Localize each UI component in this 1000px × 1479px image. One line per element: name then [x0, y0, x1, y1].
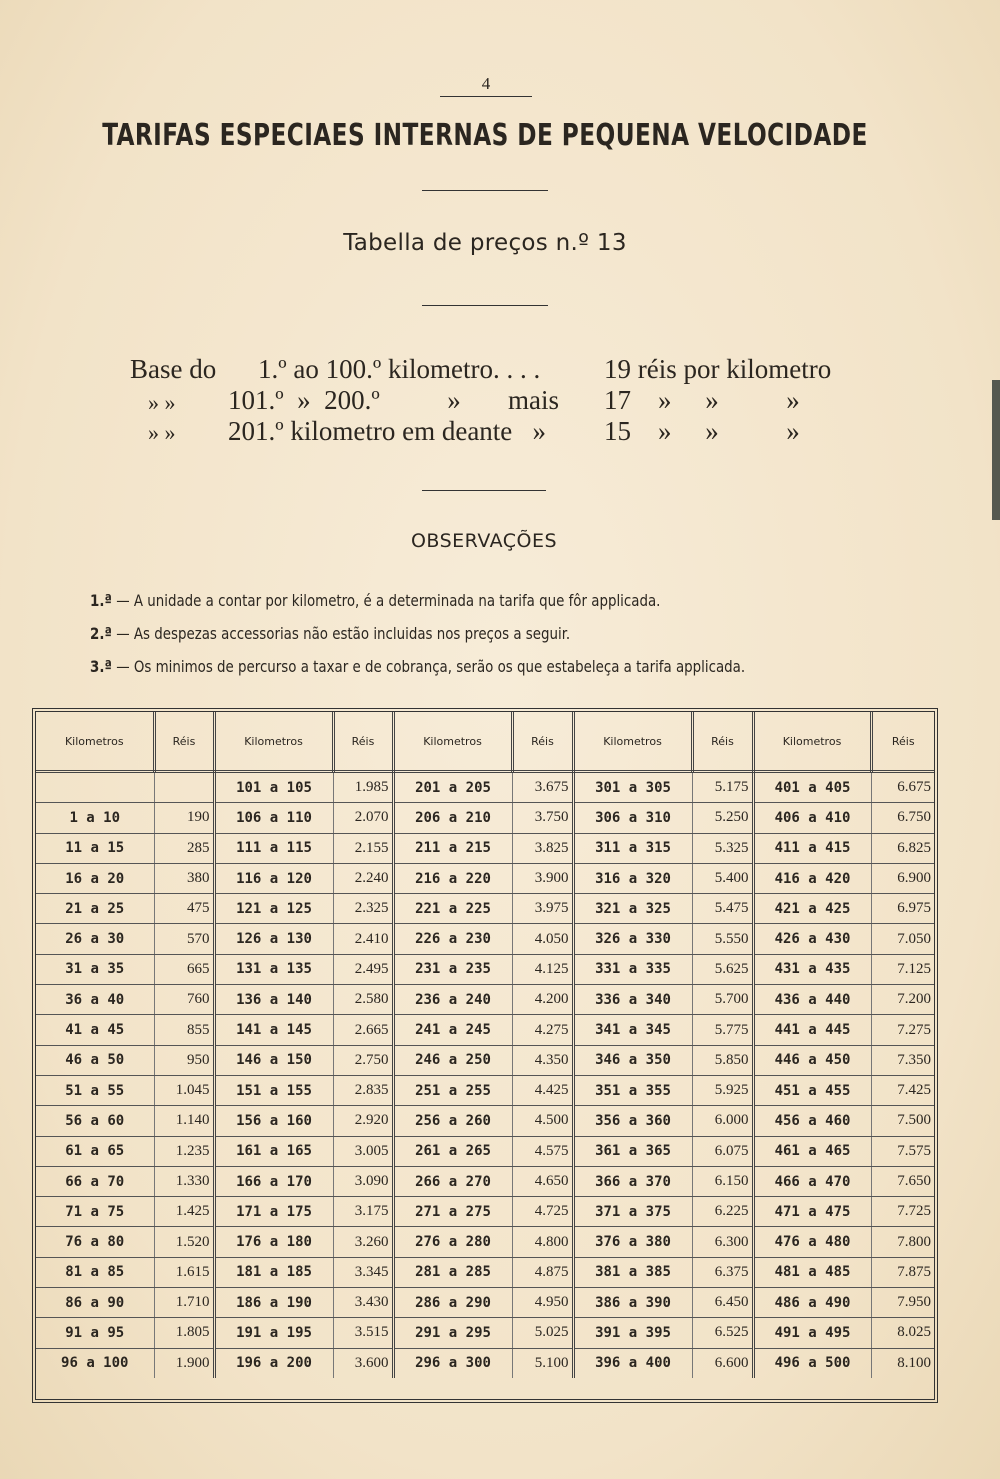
km-range-cell: 196 a 200 [214, 1348, 333, 1378]
price-cell: 2.070 [333, 803, 393, 833]
table-row [36, 772, 934, 803]
km-range-cell: 321 a 325 [573, 894, 692, 924]
base-line-3-b: 201.º kilometro em deante » [228, 416, 547, 446]
km-range-cell: 406 a 410 [753, 803, 871, 833]
price-cell: 1.425 [154, 1197, 214, 1227]
price-cell: 3.345 [333, 1257, 393, 1287]
price-cell: 5.775 [692, 1015, 753, 1045]
price-cell: 285 [154, 833, 214, 863]
km-range-cell: 186 a 190 [214, 1288, 333, 1318]
price-cell: 7.875 [871, 1257, 934, 1287]
header-reis: Réis [871, 712, 934, 772]
price-cell: 6.150 [692, 1166, 753, 1196]
km-range-cell: 91 a 95 [36, 1318, 154, 1348]
km-range-cell: 236 a 240 [393, 985, 512, 1015]
km-range-cell: 206 a 210 [393, 803, 512, 833]
km-range-cell: 491 a 495 [753, 1318, 871, 1348]
km-range-cell: 416 a 420 [753, 863, 871, 893]
price-cell: 5.550 [692, 924, 753, 954]
km-range-cell: 296 a 300 [393, 1348, 512, 1378]
km-range-cell: 451 a 455 [753, 1075, 871, 1105]
table-row [36, 1257, 934, 1287]
price-cell: 4.950 [512, 1288, 573, 1318]
km-range-cell: 436 a 440 [753, 985, 871, 1015]
price-cell: 1.140 [154, 1106, 214, 1136]
price-cell: 6.000 [692, 1106, 753, 1136]
km-range-cell: 396 a 400 [573, 1348, 692, 1378]
km-range-cell: 116 a 120 [214, 863, 333, 893]
km-range-cell: 471 a 475 [753, 1197, 871, 1227]
km-range-cell: 341 a 345 [573, 1015, 692, 1045]
base-line-1-b: 1.º ao 100.º kilometro. . . . [258, 354, 541, 384]
km-range-cell: 126 a 130 [214, 924, 333, 954]
price-cell: 8.025 [871, 1318, 934, 1348]
km-range-cell: 121 a 125 [214, 894, 333, 924]
price-cell: 475 [154, 894, 214, 924]
price-cell: 3.600 [333, 1348, 393, 1378]
price-cell: 5.700 [692, 985, 753, 1015]
table-row [36, 1318, 934, 1348]
price-cell: 7.125 [871, 954, 934, 984]
km-range-cell: 61 a 65 [36, 1136, 154, 1166]
price-cell: 4.725 [512, 1197, 573, 1227]
divider [422, 190, 548, 191]
price-cell: 2.580 [333, 985, 393, 1015]
km-range-cell: 106 a 110 [214, 803, 333, 833]
price-cell: 3.675 [512, 772, 573, 803]
price-cell: 7.650 [871, 1166, 934, 1196]
price-cell: 950 [154, 1045, 214, 1075]
price-cell: 665 [154, 954, 214, 984]
header-reis: Réis [154, 712, 214, 772]
price-cell: 3.005 [333, 1136, 393, 1166]
km-range-cell: 241 a 245 [393, 1015, 512, 1045]
km-range-cell: 311 a 315 [573, 833, 692, 863]
km-range-cell: 301 a 305 [573, 772, 692, 803]
km-range-cell: 131 a 135 [214, 954, 333, 984]
price-cell: 5.175 [692, 772, 753, 803]
price-cell: 5.850 [692, 1045, 753, 1075]
base-line-3-a: » » [148, 420, 176, 445]
km-range-cell: 271 a 275 [393, 1197, 512, 1227]
km-range-cell: 326 a 330 [573, 924, 692, 954]
price-cell: 4.425 [512, 1075, 573, 1105]
price-cell: 7.725 [871, 1197, 934, 1227]
header-reis: Réis [333, 712, 393, 772]
header-kilometros: Kilometros [573, 712, 692, 772]
km-range-cell: 246 a 250 [393, 1045, 512, 1075]
price-cell: 3.750 [512, 803, 573, 833]
price-cell: 5.400 [692, 863, 753, 893]
km-range-cell: 391 a 395 [573, 1318, 692, 1348]
km-range-cell: 96 a 100 [36, 1348, 154, 1378]
km-range-cell: 441 a 445 [753, 1015, 871, 1045]
price-cell: 4.125 [512, 954, 573, 984]
km-range-cell: 216 a 220 [393, 863, 512, 893]
price-cell: 6.075 [692, 1136, 753, 1166]
price-cell: 2.750 [333, 1045, 393, 1075]
km-range-cell: 366 a 370 [573, 1166, 692, 1196]
km-range-cell: 46 a 50 [36, 1045, 154, 1075]
price-cell: 7.800 [871, 1227, 934, 1257]
km-range-cell: 146 a 150 [214, 1045, 333, 1075]
km-range-cell: 486 a 490 [753, 1288, 871, 1318]
km-range-cell: 291 a 295 [393, 1318, 512, 1348]
km-range-cell: 371 a 375 [573, 1197, 692, 1227]
km-range-cell: 431 a 435 [753, 954, 871, 984]
table-row [36, 1106, 934, 1136]
table-row [36, 924, 934, 954]
km-range-cell: 181 a 185 [214, 1257, 333, 1287]
km-range-cell: 86 a 90 [36, 1288, 154, 1318]
price-cell: 7.950 [871, 1288, 934, 1318]
price-cell: 760 [154, 985, 214, 1015]
price-cell: 3.430 [333, 1288, 393, 1318]
price-cell: 5.100 [512, 1348, 573, 1378]
price-cell: 1.710 [154, 1288, 214, 1318]
price-cell: 4.575 [512, 1136, 573, 1166]
table-row [36, 1197, 934, 1227]
km-range-cell: 26 a 30 [36, 924, 154, 954]
km-range-cell: 356 a 360 [573, 1106, 692, 1136]
price-cell: 8.100 [897, 1354, 931, 1371]
price-cell [154, 772, 214, 803]
table-row [36, 1045, 934, 1075]
price-cell: 7.425 [871, 1075, 934, 1105]
table-row [36, 833, 934, 863]
observations-title: OBSERVAÇÕES [410, 530, 558, 552]
price-cell: 6.750 [871, 803, 934, 833]
price-cell: 5.025 [512, 1318, 573, 1348]
base-line-2-b: 101.º » 200.º » mais [228, 385, 559, 415]
price-cell: 1.900 [154, 1348, 214, 1378]
km-range-cell: 201 a 205 [393, 772, 512, 803]
table-row [36, 1136, 934, 1166]
header-kilometros: Kilometros [214, 712, 333, 772]
header-kilometros: Kilometros [36, 712, 154, 772]
km-range-cell: 466 a 470 [753, 1166, 871, 1196]
price-cell: 6.300 [692, 1227, 753, 1257]
km-range-cell: 261 a 265 [393, 1136, 512, 1166]
base-line-2-a: » » [148, 390, 176, 415]
price-cell: 2.665 [333, 1015, 393, 1045]
km-range-cell: 361 a 365 [573, 1136, 692, 1166]
price-cell: 3.090 [333, 1166, 393, 1196]
header-kilometros: Kilometros [753, 712, 871, 772]
price-cell: 2.155 [333, 833, 393, 863]
price-cell: 4.200 [512, 985, 573, 1015]
price-cell: 1.330 [154, 1166, 214, 1196]
km-range-cell: 81 a 85 [36, 1257, 154, 1287]
observation-3: 3.ª — Os minimos de percurso a taxar e de cobrança, serão os que estabeleça a tarifa applicada. [90, 657, 746, 676]
table-row [36, 954, 934, 984]
km-range-cell: 426 a 430 [753, 924, 871, 954]
km-range-cell: 381 a 385 [573, 1257, 692, 1287]
price-cell: 4.650 [512, 1166, 573, 1196]
km-range-cell: 376 a 380 [573, 1227, 692, 1257]
price-cell: 570 [154, 924, 214, 954]
header-reis: Réis [512, 712, 573, 772]
km-range-cell: 226 a 230 [393, 924, 512, 954]
km-range-cell: 71 a 75 [36, 1197, 154, 1227]
table-header-row [36, 712, 934, 772]
km-range-cell: 41 a 45 [36, 1015, 154, 1045]
km-range-cell: 421 a 425 [753, 894, 871, 924]
divider [422, 490, 546, 491]
observation-2: 2.ª — As despezas accessorias não estão incluidas nos preços a seguir. [90, 624, 571, 643]
price-cell: 380 [154, 863, 214, 893]
table-row [36, 1227, 934, 1257]
price-cell: 6.900 [871, 863, 934, 893]
table-row [36, 1348, 934, 1378]
table-row [36, 1075, 934, 1105]
km-range-cell: 66 a 70 [36, 1166, 154, 1196]
price-cell: 1.045 [154, 1075, 214, 1105]
km-range-cell: 401 a 405 [753, 772, 871, 803]
price-cell: 7.500 [871, 1106, 934, 1136]
table-row [36, 1166, 934, 1196]
table-row [36, 985, 934, 1015]
price-cell: 3.900 [512, 863, 573, 893]
price-cell: 4.275 [512, 1015, 573, 1045]
price-cell: 1.520 [154, 1227, 214, 1257]
price-cell: 3.825 [512, 833, 573, 863]
price-cell: 4.350 [512, 1045, 573, 1075]
price-cell: 4.875 [512, 1257, 573, 1287]
km-range-cell: 156 a 160 [214, 1106, 333, 1136]
page-title: TARIFAS ESPECIAES INTERNAS DE PEQUENA VELOCIDADE [102, 118, 868, 153]
price-cell: 6.600 [692, 1348, 753, 1378]
km-range-cell [36, 772, 154, 803]
price-cell: 6.450 [692, 1288, 753, 1318]
km-range-cell: 151 a 155 [214, 1075, 333, 1105]
divider [422, 305, 548, 306]
price-cell: 6.225 [692, 1197, 753, 1227]
km-range-cell: 176 a 180 [214, 1227, 333, 1257]
base-line-1-c: 19 réis por kilometro [604, 354, 832, 384]
price-cell: 7.200 [871, 985, 934, 1015]
km-range-cell: 336 a 340 [573, 985, 692, 1015]
km-range-cell: 386 a 390 [573, 1288, 692, 1318]
km-range-cell: 446 a 450 [753, 1045, 871, 1075]
km-range-cell: 456 a 460 [753, 1106, 871, 1136]
price-cell: 1.235 [154, 1136, 214, 1166]
km-range-cell: 16 a 20 [36, 863, 154, 893]
table-row [36, 863, 934, 893]
price-cell: 2.920 [333, 1106, 393, 1136]
price-cell: 2.240 [333, 863, 393, 893]
price-cell: 2.835 [333, 1075, 393, 1105]
km-range-cell: 21 a 25 [36, 894, 154, 924]
table-row [36, 1288, 934, 1318]
km-range-cell: 231 a 235 [393, 954, 512, 984]
table-subtitle: Tabella de preços n.º 13 [343, 230, 627, 256]
km-range-cell: 31 a 35 [36, 954, 154, 984]
km-range-cell: 286 a 290 [393, 1288, 512, 1318]
price-cell: 7.050 [871, 924, 934, 954]
price-cell: 1.805 [154, 1318, 214, 1348]
price-cell: 5.325 [692, 833, 753, 863]
km-range-cell: 11 a 15 [36, 833, 154, 863]
price-cell: 6.675 [871, 772, 934, 803]
km-range-cell: 171 a 175 [214, 1197, 333, 1227]
price-cell: 5.625 [692, 954, 753, 984]
price-cell: 7.575 [871, 1136, 934, 1166]
price-cell: 4.800 [512, 1227, 573, 1257]
price-cell: 6.375 [692, 1257, 753, 1287]
price-cell: 5.475 [692, 894, 753, 924]
base-line-2-c: 17 » » » [604, 385, 800, 415]
price-cell: 3.515 [333, 1318, 393, 1348]
table-row [36, 1015, 934, 1045]
price-cell: 190 [154, 803, 214, 833]
price-cell: 2.325 [333, 894, 393, 924]
price-cell: 5.925 [692, 1075, 753, 1105]
km-range-cell: 111 a 115 [214, 833, 333, 863]
km-range-cell: 266 a 270 [393, 1166, 512, 1196]
price-cell: 6.525 [692, 1318, 753, 1348]
observation-1: 1.ª — A unidade a contar por kilometro, é a determinada na tarifa que fôr applicada. [90, 591, 661, 610]
km-range-cell: 191 a 195 [214, 1318, 333, 1348]
km-range-cell: 141 a 145 [214, 1015, 333, 1045]
table-row [36, 803, 934, 833]
km-range-cell: 346 a 350 [573, 1045, 692, 1075]
km-range-cell: 476 a 480 [753, 1227, 871, 1257]
header-kilometros: Kilometros [393, 712, 512, 772]
km-range-cell: 36 a 40 [36, 985, 154, 1015]
km-range-cell: 496 a 500 [753, 1348, 871, 1378]
km-range-cell: 76 a 80 [36, 1227, 154, 1257]
km-range-cell: 461 a 465 [753, 1136, 871, 1166]
price-cell: 4.050 [512, 924, 573, 954]
km-range-cell: 1 a 10 [36, 803, 154, 833]
price-cell: 1.615 [154, 1257, 214, 1287]
km-range-cell: 411 a 415 [753, 833, 871, 863]
page-number: 4 [440, 74, 532, 97]
price-cell: 4.500 [512, 1106, 573, 1136]
table-body [36, 772, 934, 1378]
km-range-cell: 281 a 285 [393, 1257, 512, 1287]
price-cell: 6.975 [871, 894, 934, 924]
km-range-cell: 221 a 225 [393, 894, 512, 924]
price-cell: 7.350 [871, 1045, 934, 1075]
base-line-3-c: 15 » » » [604, 416, 800, 446]
tariff-table-frame [32, 708, 938, 1403]
header-reis: Réis [692, 712, 753, 772]
tariff-table [36, 712, 934, 1378]
km-range-cell: 481 a 485 [753, 1257, 871, 1287]
price-cell: 3.260 [333, 1227, 393, 1257]
km-range-cell: 136 a 140 [214, 985, 333, 1015]
page-edge-shadow [992, 380, 1000, 520]
km-range-cell: 56 a 60 [36, 1106, 154, 1136]
price-cell: 6.825 [871, 833, 934, 863]
price-cell: 5.250 [692, 803, 753, 833]
base-line-1-a: Base do [130, 354, 217, 384]
price-cell: 855 [154, 1015, 214, 1045]
km-range-cell: 51 a 55 [36, 1075, 154, 1105]
price-cell: 2.495 [333, 954, 393, 984]
km-range-cell: 101 a 105 [214, 772, 333, 803]
km-range-cell: 351 a 355 [573, 1075, 692, 1105]
km-range-cell: 316 a 320 [573, 863, 692, 893]
km-range-cell: 331 a 335 [573, 954, 692, 984]
km-range-cell: 251 a 255 [393, 1075, 512, 1105]
km-range-cell: 256 a 260 [393, 1106, 512, 1136]
price-cell: 7.275 [871, 1015, 934, 1045]
price-cell: 3.975 [512, 894, 573, 924]
km-range-cell: 276 a 280 [393, 1227, 512, 1257]
km-range-cell: 211 a 215 [393, 833, 512, 863]
price-cell: 2.410 [333, 924, 393, 954]
table-row [36, 894, 934, 924]
km-range-cell: 161 a 165 [214, 1136, 333, 1166]
km-range-cell: 306 a 310 [573, 803, 692, 833]
price-cell: 3.175 [333, 1197, 393, 1227]
price-cell: 1.985 [333, 772, 393, 803]
km-range-cell: 166 a 170 [214, 1166, 333, 1196]
